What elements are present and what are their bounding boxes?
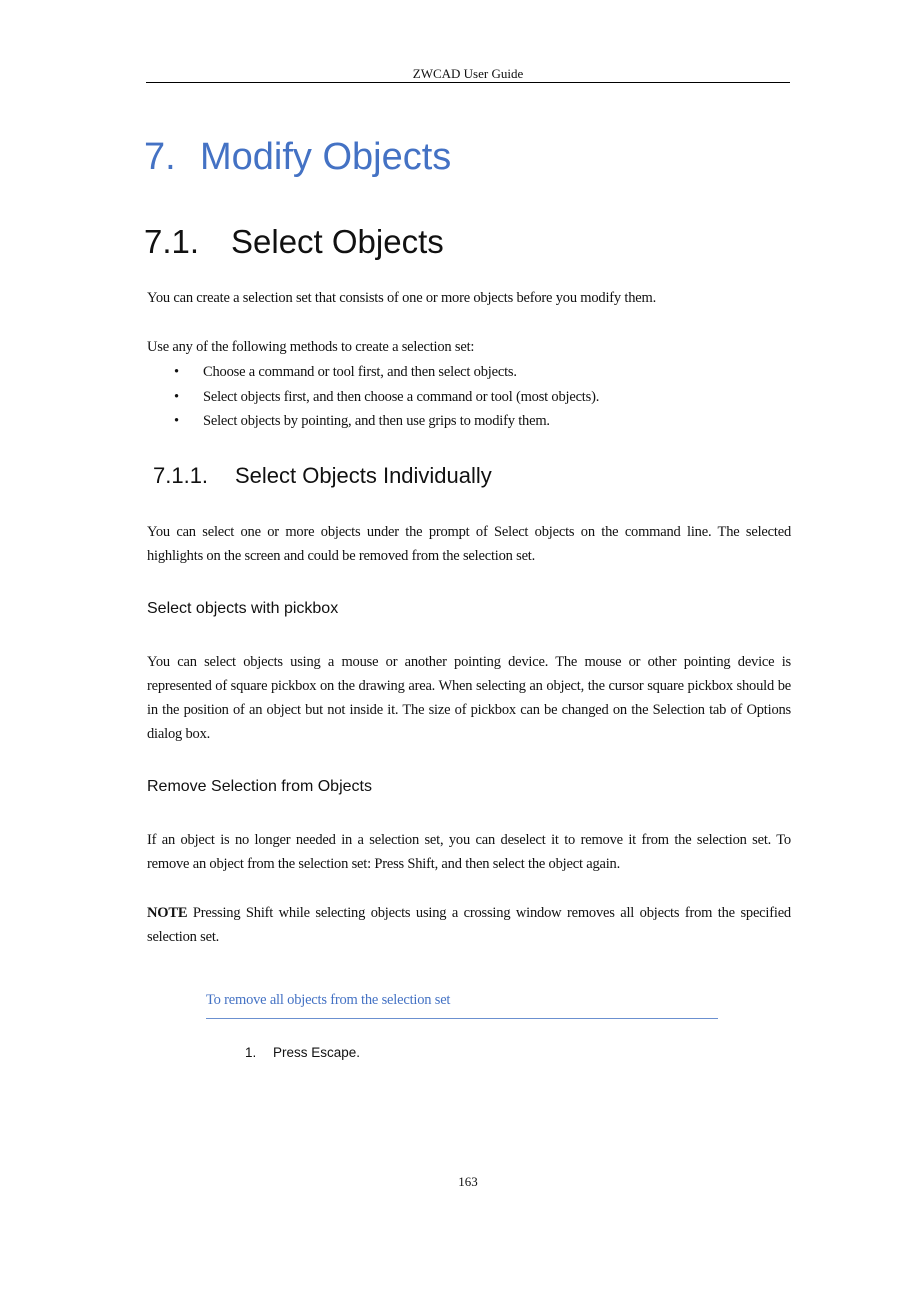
step-item xyxy=(245,1043,360,1063)
select-individually-paragraph: You can select one or more objects under the prompt of Select objects on the command line. The selected highlights on the screen and could be removed from the selection set. xyxy=(147,524,791,564)
pickbox-paragraph: You can select objects using a mouse or another pointing device. The mouse or other pointing device is represented of square pickbox on the drawing area. When selecting an object, the cursor square pickbox should be in the position of an object but not inside it. The size of pickbox can be changed on the Selection tab of Options dialog box. xyxy=(147,654,791,742)
remove-selection-paragraph: If an object is no longer needed in a selection set, you can deselect it to remove it from the selection set. To remove an object from the selection set: Press Shift, and then select the object again. xyxy=(147,832,791,872)
bullet-icon: • xyxy=(174,413,179,429)
page-number: 163 xyxy=(458,1174,478,1189)
chapter-number: 7. xyxy=(144,136,176,178)
bullet-icon: • xyxy=(174,388,179,405)
note-label: NOTE xyxy=(147,905,188,921)
note-paragraph xyxy=(147,901,791,949)
subsection-number: 7.1.1. xyxy=(153,463,209,488)
section-number: 7.1. xyxy=(144,223,200,260)
section-heading xyxy=(144,222,444,262)
intro-paragraph: You can create a selection set that consists of one or more objects before you modify them. xyxy=(147,290,657,306)
methods-intro-paragraph: Use any of the following methods to create a selection set: xyxy=(147,339,475,355)
section-title: Select Objects xyxy=(231,223,444,260)
bullet-icon: • xyxy=(174,364,179,380)
note-text: Pressing Shift while selecting objects using a crossing window removes all objects from the specified selection set. xyxy=(147,905,791,945)
bullet-item: • Select objects by pointing, and then use grips to modify them. xyxy=(147,409,791,434)
bullet-item: • Select objects first, and then choose a command or tool (most objects). xyxy=(147,385,791,410)
subsection-heading xyxy=(153,462,492,490)
chapter-heading xyxy=(144,134,451,180)
subsection-title: Select Objects Individually xyxy=(235,463,492,488)
step-text: Press Escape. xyxy=(273,1045,361,1060)
running-header xyxy=(146,66,790,83)
header-title: ZWCAD User Guide xyxy=(412,66,524,81)
pickbox-heading: Select objects with pickbox xyxy=(147,600,339,617)
procedure-steps xyxy=(245,1043,360,1063)
bullet-item: • Choose a command or tool first, and then select objects. xyxy=(147,360,791,385)
procedure-title: To remove all objects from the selection set xyxy=(206,990,718,1019)
remove-selection-heading: Remove Selection from Objects xyxy=(147,778,372,795)
methods-bullet-list xyxy=(147,360,791,434)
step-number: 1. xyxy=(245,1045,257,1060)
chapter-title: Modify Objects xyxy=(200,136,452,178)
